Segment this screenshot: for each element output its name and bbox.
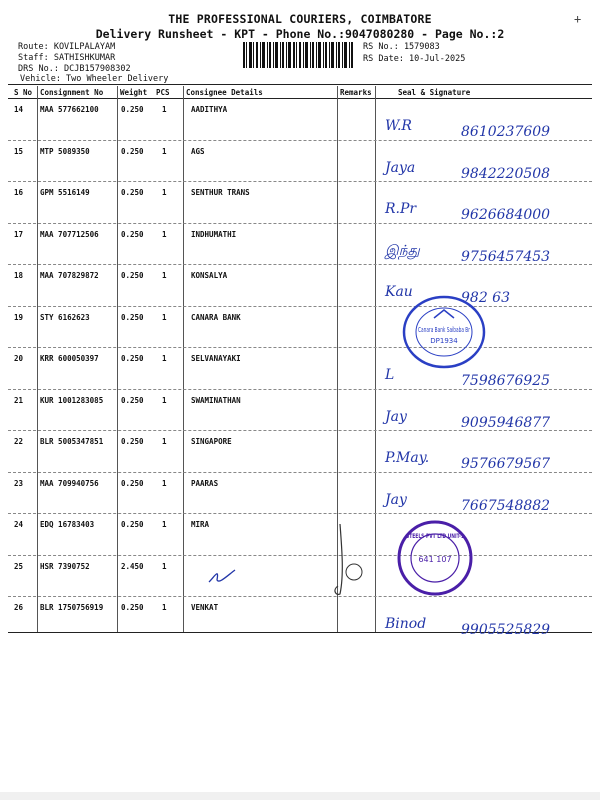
signature-name: W.R — [385, 118, 412, 134]
row-sno: 23 — [14, 478, 24, 488]
signature-name: Jay — [385, 408, 407, 425]
table-row — [0, 474, 600, 516]
row-weight: 0.250 — [121, 395, 144, 405]
col-weight: Weight — [120, 88, 148, 97]
table-row — [0, 598, 600, 640]
signature — [375, 432, 600, 474]
row-consignment-no: BLR 1750756919 — [40, 603, 104, 612]
signature-name: Jay — [385, 491, 407, 508]
row-pcs: 1 — [162, 312, 167, 322]
rs-number: RS No.: 1579083 — [363, 42, 440, 52]
row-consignment-no: BLR 5005347851 — [40, 437, 104, 446]
row-separator — [8, 472, 592, 473]
col-remarks: Remarks — [340, 88, 372, 97]
table-row — [0, 308, 600, 350]
route-label: Route: KOVILPALAYAM — [18, 42, 116, 52]
row-sno: 18 — [14, 271, 24, 280]
row-sno: 22 — [14, 437, 24, 446]
row-consignee: SWAMINATHAN — [191, 395, 241, 405]
row-consignment-no: MTP 5089350 — [40, 146, 90, 156]
table-row — [0, 515, 600, 557]
signature-name: Jaya — [385, 159, 416, 176]
row-pcs: 1 — [162, 188, 167, 197]
bank-stamp — [400, 292, 488, 372]
company-title: THE PROFESSIONAL COURIERS, COIMBATORE — [168, 12, 432, 26]
row-pcs: 1 — [162, 478, 167, 488]
signature-phone: 9626684000 — [461, 207, 551, 223]
row-weight: 0.250 — [121, 437, 144, 446]
row-weight: 0.250 — [121, 146, 144, 156]
row-consignment-no: MAA 707712506 — [40, 229, 99, 239]
corner-mark: + — [574, 12, 582, 26]
signature — [375, 225, 600, 267]
row-consignment-no: KRR 600050397 — [40, 354, 99, 363]
signature-phone: 9842220508 — [461, 165, 551, 182]
row-separator — [8, 389, 592, 390]
row-sno: 14 — [14, 105, 24, 114]
row-sno: 17 — [14, 229, 24, 239]
row-sno: 25 — [14, 561, 24, 571]
row-separator — [8, 264, 592, 265]
signature-phone: 982 63 — [461, 290, 510, 306]
table-row — [0, 266, 600, 308]
table-row — [0, 183, 600, 225]
table-top-rule — [8, 84, 592, 85]
runsheet-subtitle: Delivery Runsheet - KPT - Phone No.:9047080280 - Page No.:2 — [95, 27, 505, 41]
signature-name: இந்து — [385, 242, 420, 259]
row-consignee: MIRA — [191, 520, 210, 529]
row-consignee: INDHUMATHI — [191, 229, 237, 239]
row-consignment-no: EDQ 16783403 — [40, 520, 95, 529]
table-row — [0, 100, 600, 142]
row-separator — [8, 430, 592, 431]
rs-date: RS Date: 10-Jul-2025 — [363, 54, 466, 64]
row-separator — [8, 513, 592, 514]
col-pcs: PCS — [156, 88, 170, 97]
row-weight: 0.250 — [121, 229, 144, 239]
col-sno: S No — [14, 88, 33, 97]
signature — [375, 183, 600, 225]
signature-name: L — [385, 367, 395, 383]
signature-phone: 9095946877 — [461, 414, 551, 431]
signature — [375, 391, 600, 433]
table-row — [0, 391, 600, 433]
row-weight: 0.250 — [121, 603, 144, 612]
row-separator — [8, 555, 592, 556]
signature-name: Kau — [385, 284, 413, 300]
row-pcs: 1 — [162, 271, 167, 280]
company-stamp-name: STEELS PVT LTD UNIT-1 — [406, 533, 464, 540]
row-weight: 2.450 — [121, 561, 144, 571]
vehicle-label: Vehicle: Two Wheeler Delivery — [20, 74, 169, 84]
row-pcs: 1 — [162, 105, 167, 114]
signature-phone: 7667548882 — [461, 497, 551, 514]
row-pcs: 1 — [162, 229, 167, 239]
row-pcs: 1 — [162, 354, 167, 363]
row-separator — [8, 347, 592, 348]
barcode — [243, 42, 355, 68]
row-separator — [8, 181, 592, 182]
table-row — [0, 142, 600, 184]
table-row — [0, 557, 600, 599]
row-consignee: SELVANAYAKI — [191, 354, 241, 363]
staff-label: Staff: SATHISHKUMAR — [18, 53, 116, 63]
row-pcs: 1 — [162, 437, 167, 446]
col-consignment: Consignment No — [40, 88, 104, 97]
row-sno: 16 — [14, 188, 24, 197]
row-separator — [8, 140, 592, 141]
col-seal-signature: Seal & Signature — [398, 88, 471, 97]
row-separator — [8, 223, 592, 224]
row-consignee: SINGAPORE — [191, 437, 232, 446]
bank-stamp-name: Canara Bank Saibaba Br — [418, 326, 471, 334]
row-weight: 0.250 — [121, 520, 144, 529]
signature-phone: 9756457453 — [461, 248, 551, 265]
row-pcs: 1 — [162, 146, 167, 156]
table-row — [0, 225, 600, 267]
row-consignment-no: HSR 7390752 — [40, 561, 90, 571]
signature-phone: 7598676925 — [461, 373, 551, 389]
row-consignment-no: MAA 709940756 — [40, 478, 99, 488]
table-row — [0, 349, 600, 391]
row-weight: 0.250 — [121, 271, 144, 280]
row-sno: 26 — [14, 603, 24, 612]
row-pcs: 1 — [162, 395, 167, 405]
row-consignee: VENKAT — [191, 603, 219, 612]
scan-artifact — [0, 780, 600, 800]
signature — [375, 100, 600, 142]
row-sno: 20 — [14, 354, 24, 363]
row-sno: 21 — [14, 395, 24, 405]
col-consignee: Consignee Details — [186, 88, 263, 97]
row-consignment-no: MAA 577662100 — [40, 105, 99, 114]
row-consignment-no: MAA 707829872 — [40, 271, 99, 280]
signature — [375, 142, 600, 184]
row-consignee: KONSALYA — [191, 271, 228, 280]
signature — [375, 598, 600, 640]
row-weight: 0.250 — [121, 478, 144, 488]
drs-number: DRS No.: DCJB157908302 — [18, 64, 131, 74]
company-stamp — [395, 518, 475, 598]
row-sno: 19 — [14, 312, 24, 322]
signature-name: Binod — [385, 616, 427, 632]
row-weight: 0.250 — [121, 312, 144, 322]
signature-phone: 9905525829 — [461, 622, 551, 638]
row-separator — [8, 306, 592, 307]
row-sno: 15 — [14, 146, 24, 156]
row-consignment-no: STY 6162623 — [40, 312, 90, 322]
row-separator — [8, 596, 592, 597]
row-consignment-no: GPM 5516149 — [40, 188, 90, 197]
row25-scribble — [205, 562, 245, 588]
row-weight: 0.250 — [121, 354, 144, 363]
signature — [375, 474, 600, 516]
row-sno: 24 — [14, 520, 24, 529]
bank-stamp-code: DP1934 — [430, 337, 458, 345]
remark-scribble — [320, 520, 376, 600]
row-weight: 0.250 — [121, 188, 144, 197]
row-consignment-no: KUR 1001283085 — [40, 395, 104, 405]
row-consignee: SENTHUR TRANS — [191, 188, 250, 197]
signature-name: P.May. — [385, 450, 430, 466]
signature-name: R.Pr — [385, 201, 417, 217]
company-stamp-code: 641 107 — [418, 555, 452, 564]
signature-phone: 8610237609 — [461, 124, 551, 140]
row-consignee: PAARAS — [191, 478, 219, 488]
table-header-rule — [8, 98, 592, 99]
row-weight: 0.250 — [121, 105, 144, 114]
row-pcs: 1 — [162, 603, 167, 612]
row-pcs: 1 — [162, 561, 167, 571]
signature-phone: 9576679567 — [461, 456, 551, 472]
row-pcs: 1 — [162, 520, 167, 529]
row-consignee: CANARA BANK — [191, 312, 241, 322]
row-consignee: AGS — [191, 146, 205, 156]
row-consignee: AADITHYA — [191, 105, 228, 114]
table-row — [0, 432, 600, 474]
